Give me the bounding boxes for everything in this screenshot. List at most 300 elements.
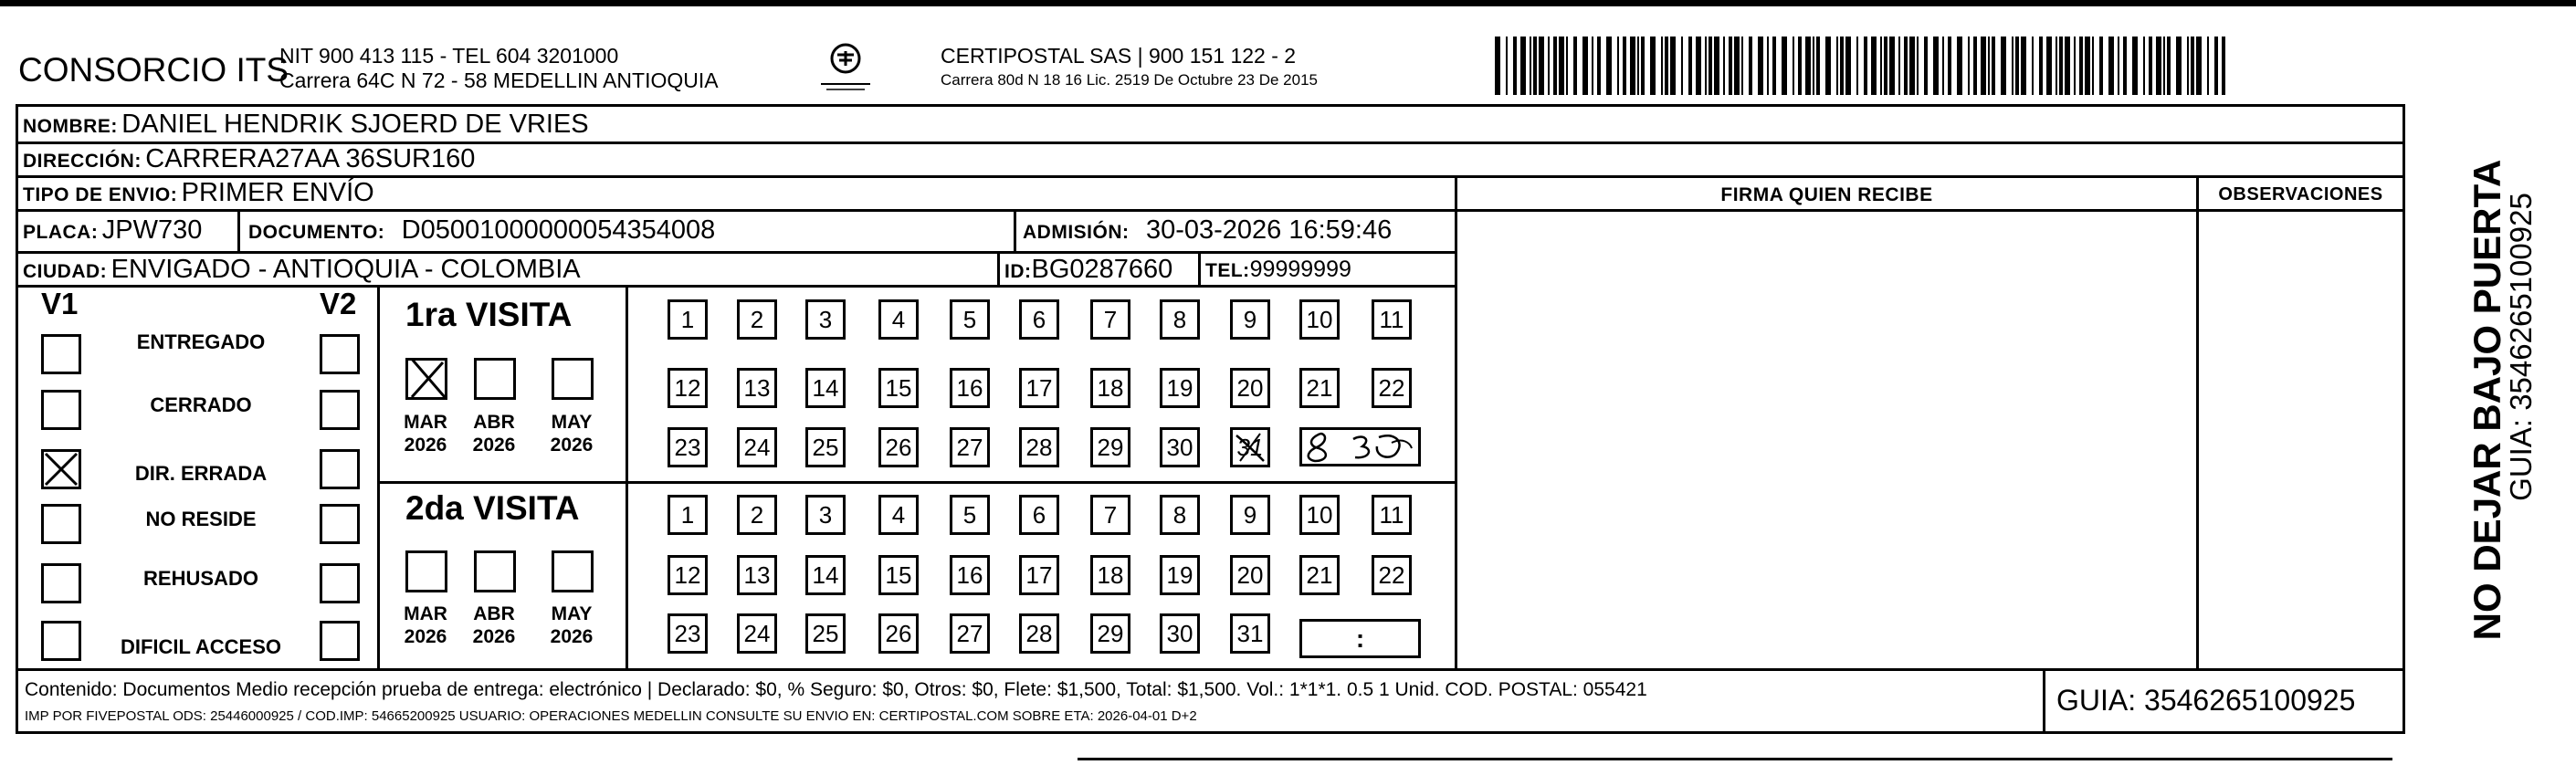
day-box[interactable] <box>668 555 708 595</box>
day-number: 6 <box>1032 500 1046 529</box>
barcode-bar <box>2191 37 2194 95</box>
day-box[interactable] <box>878 555 919 595</box>
day-box[interactable] <box>668 299 708 340</box>
day-number: 9 <box>1243 305 1257 333</box>
barcode-bar <box>2176 37 2182 95</box>
ciudad-label: CIUDAD: <box>23 261 108 282</box>
day-box[interactable] <box>1160 555 1200 595</box>
day-box[interactable] <box>1160 427 1200 467</box>
day-number: 22 <box>1378 561 1405 589</box>
barcode-bar <box>1898 37 1900 95</box>
barcode-bar <box>1630 37 1635 95</box>
footer-imp: IMP POR FIVEPOSTAL ODS: 25446000925 / COD.IMP: 54665200925 USUARIO: OPERACIONES MEDELLIN CONSULTE SU ENVIO EN: CERTIPOSTAL.COM SOBRE ETA: 2026-04-01 D+2 <box>25 708 1197 724</box>
day-number: 25 <box>812 619 839 647</box>
barcode-bar <box>1805 37 1811 95</box>
barcode-bar <box>1665 37 1668 95</box>
v2-checkbox[interactable] <box>320 334 360 374</box>
barcode-bar <box>1734 37 1740 95</box>
barcode-bar <box>2207 37 2209 95</box>
day-number: 26 <box>885 433 912 461</box>
tipo-label: TIPO DE ENVIO: <box>23 184 178 205</box>
documento-value: D05001000000054354008 <box>401 215 716 245</box>
month-checkbox[interactable] <box>552 550 594 592</box>
day-number: 16 <box>956 561 983 589</box>
status-label: DIFICIL ACCESO <box>120 635 281 658</box>
v1-checkbox[interactable] <box>41 334 81 374</box>
barcode-bar <box>1606 37 1612 95</box>
day-box[interactable] <box>1230 368 1270 408</box>
barcode-bar <box>2085 37 2090 95</box>
barcode-bar <box>1782 37 1787 95</box>
status-label: DIR. ERRADA <box>134 462 268 485</box>
day-box[interactable] <box>805 299 846 340</box>
barcode-bar <box>1623 37 1626 95</box>
placa-label: PLACA: <box>23 222 99 243</box>
day-number: 1 <box>680 305 695 333</box>
day-box[interactable] <box>1160 299 1200 340</box>
barcode-bar <box>1793 37 1794 95</box>
barcode-bar <box>1880 37 1882 95</box>
status-label: CERRADO <box>150 393 252 416</box>
barcode-bar <box>1650 37 1656 95</box>
day-number: 25 <box>812 433 839 461</box>
day-box[interactable] <box>878 427 919 467</box>
month-checkbox[interactable] <box>405 550 447 592</box>
day-number: 14 <box>812 373 839 402</box>
day-box[interactable] <box>1372 299 1412 340</box>
day-box[interactable] <box>878 613 919 654</box>
day-number: 23 <box>674 433 701 461</box>
strike-mark-icon <box>1233 430 1267 465</box>
day-box[interactable] <box>950 555 990 595</box>
day-box[interactable] <box>1160 495 1200 535</box>
year-label: 2026 <box>472 626 516 647</box>
day-box[interactable] <box>1160 613 1200 654</box>
day-number: 5 <box>962 500 977 529</box>
tipo-row <box>23 178 374 208</box>
day-box[interactable] <box>950 495 990 535</box>
day-box[interactable] <box>1372 555 1412 595</box>
side-guia-text: GUIA: 3546265100925 <box>2504 193 2538 501</box>
barcode-bar <box>1884 37 1887 95</box>
barcode-bar <box>1749 37 1752 95</box>
day-box[interactable] <box>1372 495 1412 535</box>
day-box[interactable] <box>1090 495 1130 535</box>
day-number: 27 <box>956 433 983 461</box>
direccion-row <box>23 144 475 174</box>
v2-checkbox[interactable] <box>320 504 360 544</box>
barcode-bar <box>1539 37 1544 95</box>
day-box[interactable] <box>1299 368 1340 408</box>
carrier-address: Carrera 80d N 18 16 Lic. 2519 De Octubre 23 De 2015 <box>941 71 1318 89</box>
scan-mark <box>1078 758 2392 760</box>
barcode-bar <box>1798 37 1802 95</box>
tel-label: TEL: <box>1205 260 1250 281</box>
barcode-bar <box>1933 37 1939 95</box>
day-box[interactable] <box>878 368 919 408</box>
day-box[interactable] <box>1019 299 1059 340</box>
barcode-bar <box>2099 37 2103 95</box>
barcode-bar <box>1864 37 1867 95</box>
day-number: 10 <box>1306 500 1333 529</box>
barcode-bar <box>2123 37 2127 95</box>
day-number: 17 <box>1025 561 1053 589</box>
barcode-bar <box>2059 37 2063 95</box>
day-number: 19 <box>1166 561 1193 589</box>
barcode-bar <box>1813 37 1814 95</box>
day-number: 7 <box>1103 500 1118 529</box>
day-box[interactable] <box>1019 368 1059 408</box>
admision-label: ADMISIÓN: <box>1023 222 1130 243</box>
month-label: MAY <box>551 412 593 433</box>
day-box[interactable] <box>1090 613 1130 654</box>
day-box[interactable] <box>805 368 846 408</box>
second-visit-title: 2da VISITA <box>405 489 580 527</box>
v1-checkbox[interactable] <box>41 504 81 544</box>
admision-cell <box>1023 215 1392 246</box>
check-mark-icon <box>408 361 445 397</box>
day-box[interactable] <box>1230 613 1270 654</box>
barcode-bar <box>1559 37 1564 95</box>
row-divider <box>16 251 1455 254</box>
day-number: 3 <box>818 305 833 333</box>
barcode-bar <box>1836 37 1838 95</box>
day-box[interactable] <box>805 555 846 595</box>
v1-checkbox[interactable] <box>41 563 81 603</box>
day-box[interactable] <box>1019 427 1059 467</box>
barcode-bar <box>1758 37 1763 95</box>
observaciones-header: OBSERVACIONES <box>2218 184 2383 204</box>
barcode-bar <box>1741 37 1743 95</box>
barcode-bar <box>1889 37 1895 95</box>
month-checkbox[interactable] <box>474 550 516 592</box>
barcode-bar <box>1670 37 1676 95</box>
day-box[interactable] <box>1230 299 1270 340</box>
day-box[interactable] <box>805 495 846 535</box>
placa-value: JPW730 <box>101 215 203 245</box>
day-number: 13 <box>743 373 771 402</box>
status-label: REHUSADO <box>143 567 258 590</box>
barcode-bar <box>1617 37 1619 95</box>
status-label: NO RESIDE <box>145 508 257 530</box>
day-number: 20 <box>1236 561 1264 589</box>
barcode-bar <box>1973 37 1977 95</box>
barcode-bar <box>1533 37 1537 95</box>
barcode-bar <box>1592 37 1593 95</box>
day-box[interactable] <box>1299 299 1340 340</box>
barcode-bar <box>1924 37 1928 95</box>
day-number: 11 <box>1379 500 1404 529</box>
direccion-value: CARRERA27AA 36SUR160 <box>145 144 476 173</box>
day-number: 5 <box>962 305 977 333</box>
day-number: 24 <box>743 619 771 647</box>
col-divider <box>997 251 1000 285</box>
barcode-bar <box>1705 37 1707 95</box>
day-box[interactable] <box>950 299 990 340</box>
barcode-bar <box>2222 37 2225 95</box>
month-year-label <box>398 603 453 648</box>
day-number: 11 <box>1379 305 1404 333</box>
day-box[interactable] <box>737 299 777 340</box>
barcode-bar <box>1714 37 1719 95</box>
year-label: 2026 <box>550 626 594 647</box>
v2-checkbox[interactable] <box>320 390 360 430</box>
barcode-bar <box>1909 37 1915 95</box>
carrier-name: CERTIPOSTAL SAS | 900 151 122 - 2 <box>941 44 1297 68</box>
month-year-label <box>467 603 521 648</box>
barcode-bar <box>1772 37 1776 95</box>
v1-checkbox[interactable] <box>41 390 81 430</box>
placa-cell <box>23 215 202 246</box>
year-label: 2026 <box>404 626 447 647</box>
barcode-bar <box>1904 37 1908 95</box>
time-separator: : <box>1355 624 1365 653</box>
day-number: 2 <box>750 500 764 529</box>
month-checkbox[interactable] <box>405 358 447 400</box>
documento-cell <box>248 215 715 246</box>
day-number: 21 <box>1306 373 1333 402</box>
certipostal-logo <box>817 40 874 95</box>
day-box[interactable] <box>878 299 919 340</box>
barcode-bar <box>2156 37 2161 95</box>
day-number: 3 <box>818 500 833 529</box>
day-box[interactable] <box>668 368 708 408</box>
barcode <box>1495 37 2227 95</box>
day-number: 15 <box>885 561 912 589</box>
no-dejar-warning-text: NO DEJAR BAJO PUERTA <box>2466 159 2508 641</box>
row-divider <box>16 668 2405 671</box>
month-checkbox[interactable] <box>474 358 516 400</box>
day-box[interactable] <box>1160 368 1200 408</box>
ciudad-value: ENVIGADO - ANTIOQUIA - COLOMBIA <box>110 255 581 284</box>
barcode-bar <box>1845 37 1851 95</box>
day-number: 30 <box>1166 619 1193 647</box>
first-visit-title: 1ra VISITA <box>405 296 573 333</box>
day-number: 1 <box>680 500 695 529</box>
barcode-bar <box>2167 37 2171 95</box>
barcode-bar <box>1767 37 1769 95</box>
day-box[interactable] <box>1019 495 1059 535</box>
barcode-bar <box>2118 37 2119 95</box>
barcode-bar <box>2163 37 2165 95</box>
visit-divider <box>377 481 1455 484</box>
row-divider <box>16 285 1455 288</box>
day-box[interactable] <box>1230 427 1270 467</box>
barcode-bar <box>1825 37 1831 95</box>
barcode-bar <box>1942 37 1944 95</box>
day-number: 21 <box>1306 561 1333 589</box>
day-number: 18 <box>1097 373 1124 402</box>
barcode-bar <box>2021 37 2026 95</box>
barcode-bar <box>1968 37 1970 95</box>
col-divider <box>377 285 380 668</box>
barcode-bar <box>2065 37 2070 95</box>
barcode-bar <box>2143 37 2145 95</box>
day-box[interactable] <box>737 613 777 654</box>
barcode-bar <box>1641 37 1645 95</box>
day-box[interactable] <box>668 427 708 467</box>
month-label: MAY <box>551 603 593 624</box>
barcode-bar <box>1696 37 1701 95</box>
day-box[interactable] <box>1090 555 1130 595</box>
day-box[interactable] <box>737 427 777 467</box>
barcode-bar <box>1729 37 1732 95</box>
barcode-bar <box>2108 37 2114 95</box>
day-number: 8 <box>1172 500 1187 529</box>
barcode-bar <box>1530 37 1531 95</box>
month-label: ABR <box>473 603 515 624</box>
day-box[interactable] <box>1090 368 1130 408</box>
day-number: 4 <box>891 500 906 529</box>
day-box[interactable] <box>1230 555 1270 595</box>
barcode-bar <box>1871 37 1877 95</box>
barcode-bar <box>1840 37 1844 95</box>
day-number: 15 <box>885 373 912 402</box>
day-box[interactable] <box>737 555 777 595</box>
day-box[interactable] <box>805 613 846 654</box>
day-box[interactable] <box>950 368 990 408</box>
id-cell <box>1004 255 1172 285</box>
v1-checkbox[interactable] <box>41 621 81 661</box>
v2-checkbox[interactable] <box>320 563 360 603</box>
col-divider <box>2043 668 2045 734</box>
day-number: 17 <box>1025 373 1053 402</box>
day-box[interactable] <box>950 427 990 467</box>
day-number: 26 <box>885 619 912 647</box>
ciudad-cell <box>23 255 581 285</box>
month-checkbox[interactable] <box>552 358 594 400</box>
month-label: MAR <box>404 412 447 433</box>
day-number: 19 <box>1166 373 1193 402</box>
barcode-bar <box>2012 37 2013 95</box>
day-box[interactable] <box>1230 495 1270 535</box>
barcode-bar <box>2092 37 2094 95</box>
barcode-bar <box>1597 37 1601 95</box>
barcode-bar <box>1520 37 1526 95</box>
barcode-bar <box>2015 37 2019 95</box>
day-number: 27 <box>956 619 983 647</box>
day-number: 22 <box>1378 373 1405 402</box>
col-divider <box>2196 175 2199 671</box>
day-box[interactable] <box>1019 613 1059 654</box>
day-number: 16 <box>956 373 983 402</box>
tipo-value: PRIMER ENVÍO <box>181 178 374 207</box>
barcode-bar <box>1948 37 1951 95</box>
row-divider <box>16 209 2405 212</box>
barcode-bar <box>2032 37 2034 95</box>
day-box[interactable] <box>805 427 846 467</box>
company-nit: NIT 900 413 115 - TEL 604 3201000 <box>279 44 619 68</box>
nombre-label: NOMBRE: <box>23 116 118 137</box>
day-box[interactable] <box>1090 299 1130 340</box>
day-number: 31 <box>1236 619 1264 647</box>
id-value: BG0287660 <box>1031 255 1173 284</box>
status-label: ENTREGADO <box>136 330 266 353</box>
barcode-bar <box>1573 37 1577 95</box>
day-box[interactable] <box>878 495 919 535</box>
barcode-bar <box>1856 37 1858 95</box>
tel-value: 99999999 <box>1249 257 1351 282</box>
year-label: 2026 <box>550 435 594 456</box>
barcode-bar <box>1992 37 1995 95</box>
month-label: ABR <box>473 412 515 433</box>
day-number: 29 <box>1097 433 1124 461</box>
day-number: 9 <box>1243 500 1257 529</box>
day-number: 20 <box>1236 373 1264 402</box>
v2-checkbox[interactable] <box>320 449 360 489</box>
day-box[interactable] <box>1019 555 1059 595</box>
barcode-bar <box>2046 37 2052 95</box>
footer-guia: GUIA: 3546265100925 <box>2056 684 2356 717</box>
barcode-bar <box>1709 37 1712 95</box>
barcode-bar <box>1981 37 1986 95</box>
day-number: 30 <box>1166 433 1193 461</box>
barcode-bar <box>1988 37 1990 95</box>
month-year-label <box>398 411 453 456</box>
month-year-label <box>467 411 521 456</box>
barcode-bar <box>2039 37 2043 95</box>
col-divider <box>1198 251 1201 285</box>
day-number: 28 <box>1025 619 1053 647</box>
v2-checkbox[interactable] <box>320 621 360 661</box>
barcode-bar <box>2074 37 2076 95</box>
barcode-bar <box>1495 37 1500 95</box>
barcode-bar <box>1723 37 1725 95</box>
day-box[interactable] <box>668 495 708 535</box>
v1-checkbox[interactable] <box>41 449 81 489</box>
barcode-bar <box>1548 37 1550 95</box>
day-box[interactable] <box>737 368 777 408</box>
barcode-bar <box>1506 37 1508 95</box>
barcode-bar <box>1553 37 1557 95</box>
nombre-row <box>23 110 589 140</box>
day-box[interactable] <box>950 613 990 654</box>
barcode-bar <box>1816 37 1820 95</box>
day-box[interactable] <box>668 613 708 654</box>
check-mark-icon <box>44 452 79 487</box>
barcode-bar <box>1566 37 1568 95</box>
barcode-bar <box>1917 37 1919 95</box>
col-divider <box>1014 209 1016 251</box>
day-box[interactable] <box>1372 368 1412 408</box>
barcode-bar <box>2187 37 2189 95</box>
barcode-bar <box>1661 37 1663 95</box>
day-box[interactable] <box>1090 427 1130 467</box>
admision-value: 30-03-2026 16:59:46 <box>1145 215 1393 245</box>
day-number: 4 <box>891 305 906 333</box>
day-box[interactable] <box>1299 555 1340 595</box>
day-number: 14 <box>812 561 839 589</box>
day-number: 31 <box>1236 433 1264 461</box>
day-number: 12 <box>674 373 701 402</box>
col-divider <box>1455 175 1457 671</box>
barcode-bar <box>2001 37 2006 95</box>
barcode-bar <box>1681 37 1683 95</box>
barcode-bar <box>1637 37 1639 95</box>
firma-header: FIRMA QUIEN RECIBE <box>1720 184 1933 205</box>
day-number: 7 <box>1103 305 1118 333</box>
day-box[interactable] <box>1299 495 1340 535</box>
month-year-label <box>544 411 599 456</box>
day-number: 12 <box>674 561 701 589</box>
day-number: 6 <box>1032 305 1046 333</box>
tel-cell <box>1205 257 1351 283</box>
barcode-bar <box>2056 37 2057 95</box>
day-box[interactable] <box>737 495 777 535</box>
time-box-second <box>1299 619 1421 658</box>
day-number: 8 <box>1172 305 1187 333</box>
time-box-first <box>1299 427 1421 466</box>
